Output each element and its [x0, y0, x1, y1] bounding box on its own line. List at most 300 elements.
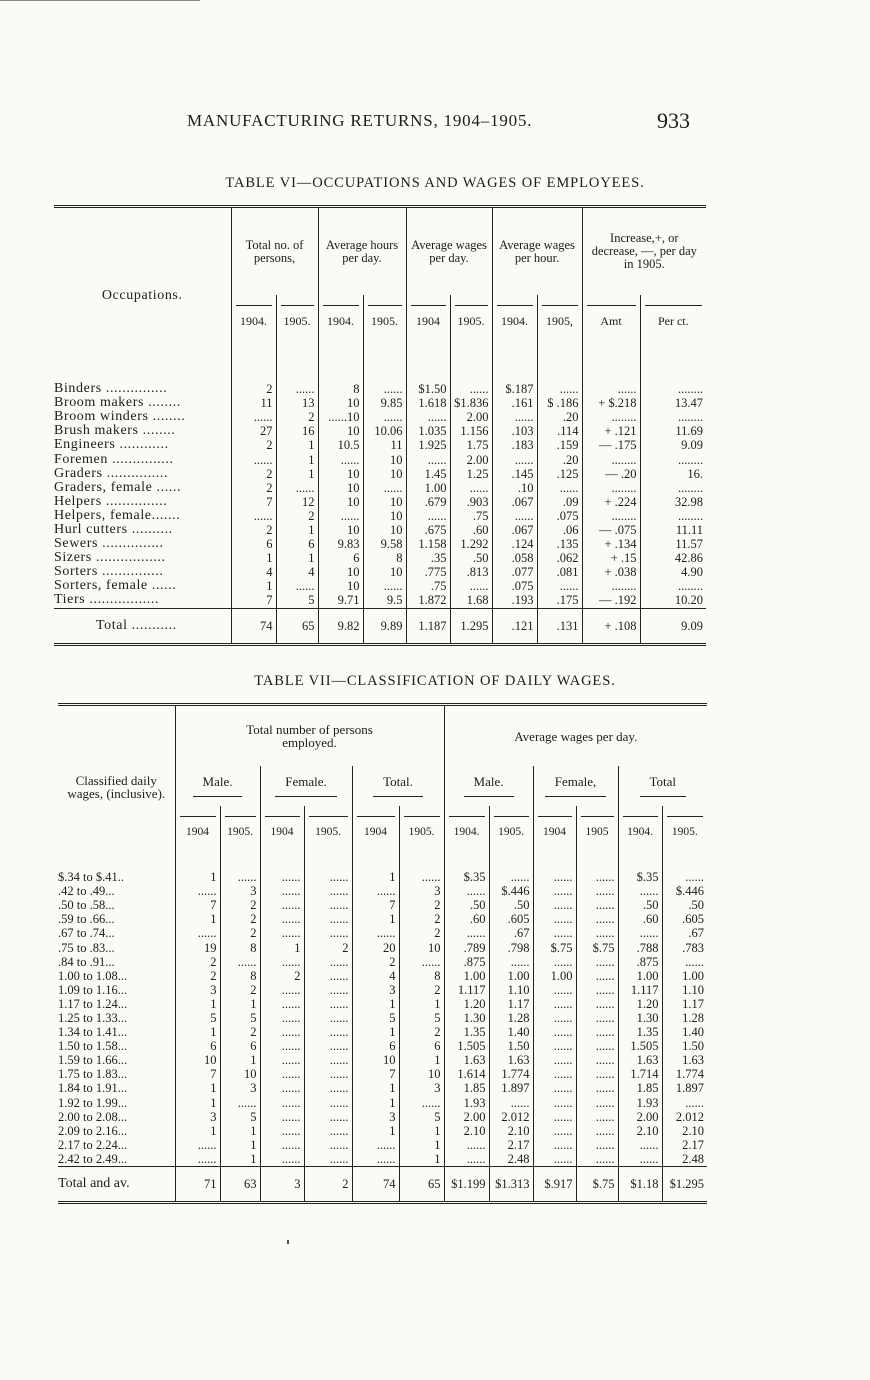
table-cell: ...... [533, 1081, 576, 1095]
table-cell: $ .186 [537, 396, 582, 410]
table-cell: ...... [533, 1011, 576, 1025]
total-cell: 9.82 [318, 608, 363, 644]
total-row [58, 1166, 707, 1202]
table-cell: 1.50 [662, 1039, 707, 1053]
table-cell: 16. [640, 467, 706, 481]
col-year: 1904. [236, 305, 272, 328]
table-vi-body [54, 338, 706, 644]
total-cell: $1.313 [489, 1166, 533, 1202]
table-cell: ...... [304, 1096, 352, 1110]
table-row [54, 523, 706, 537]
table-cell: 12 [276, 495, 318, 509]
table-cell: 2 [175, 969, 220, 983]
table-cell: .50 [444, 898, 489, 912]
table-cell: ........ [582, 481, 640, 495]
table-cell: 1 [352, 997, 399, 1011]
table-cell: ...... [576, 1053, 618, 1067]
table-cell: .75 [406, 579, 450, 593]
table-cell: 1.28 [489, 1011, 533, 1025]
col-year: 1905. [225, 816, 256, 839]
table-cell: ...... [399, 955, 444, 969]
table-cell: 11.57 [640, 537, 706, 551]
row-label: 2.09 to 2.16... [58, 1123, 128, 1138]
table-row [58, 983, 707, 997]
table-cell: ...... [352, 1138, 399, 1152]
table-row [54, 382, 706, 396]
table-cell: 1 [352, 1025, 399, 1039]
table-cell: 1.158 [406, 537, 450, 551]
col-year: 1904 [265, 816, 300, 839]
col-year: 1905. [667, 816, 704, 839]
total-cell: .121 [492, 608, 537, 644]
table-cell: 1.00 [489, 969, 533, 983]
table-cell: ...... [406, 410, 450, 424]
table-cell: 1 [399, 1152, 444, 1167]
table-cell: 9.5 [363, 593, 406, 608]
table-cell: .60 [444, 912, 489, 926]
table-cell: ........ [640, 579, 706, 593]
table-cell: 1 [220, 1152, 260, 1167]
total-cell: $1.18 [618, 1166, 662, 1202]
col-total-number: Total number of persons employed. [175, 705, 444, 767]
table-cell: ...... [260, 912, 304, 926]
table-cell: ...... [304, 1025, 352, 1039]
table-cell: 2 [399, 926, 444, 940]
table-cell: ...... [304, 1081, 352, 1095]
table-cell: 10 [363, 523, 406, 537]
table-cell: 1.897 [489, 1081, 533, 1095]
table-cell: 2 [220, 1025, 260, 1039]
table-cell: 27 [231, 424, 276, 438]
table-cell: .875 [618, 955, 662, 969]
table-cell: ...... [304, 1053, 352, 1067]
table-cell: 7 [352, 898, 399, 912]
table-cell: 2.10 [662, 1124, 707, 1138]
table-cell: ...... [662, 1096, 707, 1110]
table-cell: .067 [492, 495, 537, 509]
table-cell: 8 [318, 382, 363, 396]
table-cell: ...... [444, 1152, 489, 1167]
table-cell: 1.872 [406, 593, 450, 608]
table-cell: ...... [220, 1096, 260, 1110]
table-cell: — .075 [582, 523, 640, 537]
table-cell: ...... [304, 870, 352, 884]
col-year: 1905. [368, 305, 402, 328]
table-cell: ...... [533, 983, 576, 997]
row-label: 2.17 to 2.24... [58, 1137, 128, 1152]
table-cell: 9.09 [640, 438, 706, 452]
table-cell: ...... [576, 1039, 618, 1053]
table-cell: ...... [576, 997, 618, 1011]
row-label: .84 to .91... [58, 954, 115, 969]
table-cell: ...... [304, 912, 352, 926]
table-cell: $.35 [618, 870, 662, 884]
col-average-hours: Average hours per day. [318, 207, 406, 296]
table-cell: ...... [363, 410, 406, 424]
col-year: 1905. [494, 816, 529, 839]
table-cell: ...... [533, 1124, 576, 1138]
table-cell: 1.75 [450, 438, 492, 452]
table-cell: ...... [444, 1138, 489, 1152]
table-cell: ...... [492, 509, 537, 523]
table-cell: 7 [175, 1067, 220, 1081]
table-row [58, 870, 707, 884]
row-label: 1.17 to 1.24... [58, 996, 128, 1011]
col-year: 1905. [281, 305, 314, 328]
table-cell: 1 [220, 1138, 260, 1152]
total-cell: 9.09 [640, 608, 706, 644]
table-cell: ...... [260, 926, 304, 940]
table-cell: ...... [533, 955, 576, 969]
table-cell: 10 [318, 495, 363, 509]
table-cell: 10 [318, 481, 363, 495]
col-total-persons: Total no. of persons, [231, 207, 318, 296]
table-cell: ...... [444, 884, 489, 898]
table-cell: 10 [363, 467, 406, 481]
table-cell: ...... [175, 1152, 220, 1167]
table-cell: .605 [489, 912, 533, 926]
col-average-wages: Average wages per day. [444, 705, 707, 767]
table-cell: ...... [363, 481, 406, 495]
table-cell: ...... [260, 898, 304, 912]
table-cell: 10 [318, 424, 363, 438]
table-cell: ...... [533, 926, 576, 940]
row-label: Tiers ................. [54, 593, 160, 608]
table-cell: 4 [231, 565, 276, 579]
table-cell: 1 [220, 997, 260, 1011]
table-cell: ...... [533, 1039, 576, 1053]
table-cell: .10 [492, 481, 537, 495]
table-cell: 1.897 [662, 1081, 707, 1095]
table-cell: .20 [537, 452, 582, 466]
table-cell: 1.00 [662, 969, 707, 983]
table-cell: .077 [492, 565, 537, 579]
table-cell: 5 [399, 1011, 444, 1025]
table-cell: $1.836 [450, 396, 492, 410]
table-vii-body [58, 848, 707, 1202]
table-cell: 6 [352, 1039, 399, 1053]
table-cell: 7 [352, 1067, 399, 1081]
table-row [58, 1039, 707, 1053]
table-cell: ...... [304, 1067, 352, 1081]
table-cell: ...... [533, 1025, 576, 1039]
table-cell: ...... [582, 382, 640, 396]
table-cell: 1.35 [618, 1025, 662, 1039]
table-cell: 2 [276, 410, 318, 424]
row-label: 1.34 to 1.41... [58, 1025, 128, 1040]
table-cell: 32.98 [640, 495, 706, 509]
col-year: 1904 [538, 816, 572, 839]
table-cell: .067 [492, 523, 537, 537]
table-cell: 1.93 [444, 1096, 489, 1110]
col-year: 1905, [542, 305, 578, 328]
table-cell: ...... [406, 452, 450, 466]
table-cell: 10 [399, 940, 444, 954]
table-cell: 10 [363, 509, 406, 523]
table-cell: 8 [220, 940, 260, 954]
table-vi [54, 205, 706, 646]
table-cell: .50 [618, 898, 662, 912]
table-cell: ...... [304, 969, 352, 983]
table-cell: 6 [318, 551, 363, 565]
table-cell: ...... [576, 1110, 618, 1124]
table-row [58, 926, 707, 940]
table-cell: 1.614 [444, 1067, 489, 1081]
table-cell: ........ [640, 410, 706, 424]
table-cell: ...... [304, 1011, 352, 1025]
table-cell: 2.17 [662, 1138, 707, 1152]
total-cell: 63 [220, 1166, 260, 1202]
table-row [54, 551, 706, 565]
table-cell: ...... [533, 1096, 576, 1110]
row-label: .59 to .66... [58, 912, 115, 927]
table-cell: ...... [576, 870, 618, 884]
col-occupations: Occupations. [101, 287, 183, 303]
table-cell: 1 [260, 940, 304, 954]
table-cell: 1.40 [489, 1025, 533, 1039]
col-year: 1905. [404, 816, 440, 839]
table-cell: ...... [352, 884, 399, 898]
col-year: 1905. [455, 305, 488, 328]
table-cell: 2.00 [444, 1110, 489, 1124]
table-row [58, 1138, 707, 1152]
table-row [58, 997, 707, 1011]
table-cell: ...... [260, 1096, 304, 1110]
table-cell: ...... [576, 1081, 618, 1095]
table-cell: ...... [576, 1138, 618, 1152]
table-cell: 11.69 [640, 424, 706, 438]
table-cell: 1.117 [618, 983, 662, 997]
table-cell: 1.292 [450, 537, 492, 551]
total-cell: 74 [352, 1166, 399, 1202]
table-cell: ...... [304, 955, 352, 969]
table-cell: 10 [363, 452, 406, 466]
table-cell: ...... [450, 579, 492, 593]
table-cell: 2.48 [662, 1152, 707, 1167]
total-label: Total ........... [54, 608, 231, 644]
table-cell: 1.20 [444, 997, 489, 1011]
table-row [54, 481, 706, 495]
table-cell: 1.714 [618, 1067, 662, 1081]
table-cell: 1 [220, 1053, 260, 1067]
table-cell: 10 [363, 495, 406, 509]
table-cell: ...... [537, 481, 582, 495]
table-cell: — .20 [582, 467, 640, 481]
table-cell: $.75 [533, 940, 576, 954]
table-cell: .789 [444, 940, 489, 954]
table-cell: 9.83 [318, 537, 363, 551]
table-cell: ...... [533, 1067, 576, 1081]
table-cell: 1.774 [489, 1067, 533, 1081]
table-cell: ...... [492, 452, 537, 466]
table-cell: 1 [399, 1138, 444, 1152]
row-label: Sewers ............... [54, 537, 164, 552]
table-cell: — .192 [582, 593, 640, 608]
table-cell: ...... [260, 884, 304, 898]
table-cell: 1.25 [450, 467, 492, 481]
table-cell: 2 [260, 969, 304, 983]
row-label: 1.25 to 1.33... [58, 1010, 128, 1025]
col-year: 1904. [497, 305, 533, 328]
table-cell: 1.28 [662, 1011, 707, 1025]
table-cell: 2.00 [618, 1110, 662, 1124]
table-cell: + .15 [582, 551, 640, 565]
table-cell: 10 [318, 579, 363, 593]
col-average-wages: Average wages per day. [406, 207, 492, 296]
table-cell: ...... [533, 997, 576, 1011]
table-cell: 5 [276, 593, 318, 608]
table-cell: — .175 [582, 438, 640, 452]
row-label: Helpers, female....... [54, 508, 181, 523]
table-row [54, 509, 706, 523]
table-cell: 3 [175, 1110, 220, 1124]
table-cell: ...... [533, 1138, 576, 1152]
table-cell: 4 [276, 565, 318, 579]
table-cell: 2.012 [662, 1110, 707, 1124]
table-cell: 2 [231, 438, 276, 452]
table-cell: ...... [231, 410, 276, 424]
table-cell: ...... [260, 1025, 304, 1039]
table-cell: 1.63 [444, 1053, 489, 1067]
table-cell: ...... [352, 926, 399, 940]
table-cell: ........ [640, 509, 706, 523]
table-cell: ...... [618, 926, 662, 940]
table-row [58, 1081, 707, 1095]
table-cell: .798 [489, 940, 533, 954]
total-label: Total and av. [58, 1166, 175, 1202]
table-cell: ...... [533, 898, 576, 912]
table-cell: .062 [537, 551, 582, 565]
table-cell: 2 [399, 1025, 444, 1039]
col-wage-total: Total [640, 775, 687, 797]
table-cell: ...... [489, 955, 533, 969]
table-cell: .605 [662, 912, 707, 926]
table-row [54, 495, 706, 509]
table-row [54, 593, 706, 608]
table-cell: .675 [406, 523, 450, 537]
table-cell: ...... [662, 955, 707, 969]
row-label: 1.09 to 1.16... [58, 982, 128, 997]
table-cell: .788 [618, 940, 662, 954]
table-cell: 1.17 [662, 997, 707, 1011]
table-cell: 2.10 [489, 1124, 533, 1138]
table-cell: 8 [399, 969, 444, 983]
table-cell: ...... [576, 1152, 618, 1167]
table-cell: ........ [640, 382, 706, 396]
table-cell: 5 [399, 1110, 444, 1124]
table-cell: 7 [231, 593, 276, 608]
table-row [58, 1096, 707, 1110]
table-cell: 2 [352, 955, 399, 969]
table-cell: .67 [662, 926, 707, 940]
table-cell: ...... [533, 870, 576, 884]
table-cell: ...... [533, 912, 576, 926]
table-cell: 1 [276, 452, 318, 466]
table-cell: ...... [352, 1152, 399, 1167]
table-cell: 1.925 [406, 438, 450, 452]
table-row [58, 1053, 707, 1067]
table-cell: ...... [304, 997, 352, 1011]
table-row [54, 424, 706, 438]
total-row [54, 608, 706, 644]
table-cell: 5 [352, 1011, 399, 1025]
table-cell: 1 [399, 1053, 444, 1067]
table-row [54, 467, 706, 481]
table-cell: 2.00 [450, 410, 492, 424]
table-cell: ...... [492, 410, 537, 424]
table-cell: 3 [220, 884, 260, 898]
table-cell: 1 [175, 1081, 220, 1095]
table-cell: ...... [276, 382, 318, 396]
table-cell: .193 [492, 593, 537, 608]
table-row [58, 1025, 707, 1039]
table-cell: 20 [352, 940, 399, 954]
col-male: Male. [193, 775, 243, 797]
total-cell: 1.295 [450, 608, 492, 644]
table-cell: 1.85 [618, 1081, 662, 1095]
table-cell: 1 [276, 523, 318, 537]
table-cell: 11 [231, 396, 276, 410]
table-cell: .35 [406, 551, 450, 565]
row-label: 1.92 to 1.99... [58, 1095, 128, 1110]
table-cell: 1.45 [406, 467, 450, 481]
table-cell: 1 [231, 579, 276, 593]
table-cell: 1 [276, 551, 318, 565]
table-cell: 1.35 [444, 1025, 489, 1039]
table-cell: ...... [260, 870, 304, 884]
table-cell: ...... [576, 1025, 618, 1039]
row-label: 1.00 to 1.08... [58, 968, 128, 983]
table-cell: ......10 [318, 410, 363, 424]
page-title: MANUFACTURING RETURNS, 1904–1905. [187, 111, 533, 130]
table-cell: $.187 [492, 382, 537, 396]
table-cell: 1.00 [618, 969, 662, 983]
table-cell: ...... [363, 579, 406, 593]
total-cell: .131 [537, 608, 582, 644]
table-cell: 5 [175, 1011, 220, 1025]
table-cell: .145 [492, 467, 537, 481]
table-cell: .60 [618, 912, 662, 926]
table-cell: .903 [450, 495, 492, 509]
table-cell: ...... [260, 955, 304, 969]
row-label: Brush makers ........ [54, 424, 176, 439]
row-label: Sizers ................. [54, 551, 166, 566]
table-cell: ...... [489, 870, 533, 884]
table-cell: 1 [175, 997, 220, 1011]
table-cell: 1.156 [450, 424, 492, 438]
table-cell: ...... [231, 509, 276, 523]
table-cell: 3 [399, 884, 444, 898]
table-cell: ...... [318, 452, 363, 466]
row-label: 1.84 to 1.91... [58, 1081, 128, 1096]
table-cell: 1.63 [618, 1053, 662, 1067]
table-cell: 1 [276, 467, 318, 481]
table-cell: ...... [276, 579, 318, 593]
col-year: 1904. [623, 816, 658, 839]
table-cell: ...... [304, 884, 352, 898]
table-cell: .50 [489, 898, 533, 912]
table-cell: ...... [175, 884, 220, 898]
table-cell: ...... [576, 898, 618, 912]
table-cell: $.446 [489, 884, 533, 898]
table-cell: 10 [318, 467, 363, 481]
total-cell: + .108 [582, 608, 640, 644]
total-cell: 71 [175, 1166, 220, 1202]
table-cell: 2.48 [489, 1152, 533, 1167]
table-row [54, 565, 706, 579]
table-cell: 2 [175, 955, 220, 969]
table-row [58, 969, 707, 983]
